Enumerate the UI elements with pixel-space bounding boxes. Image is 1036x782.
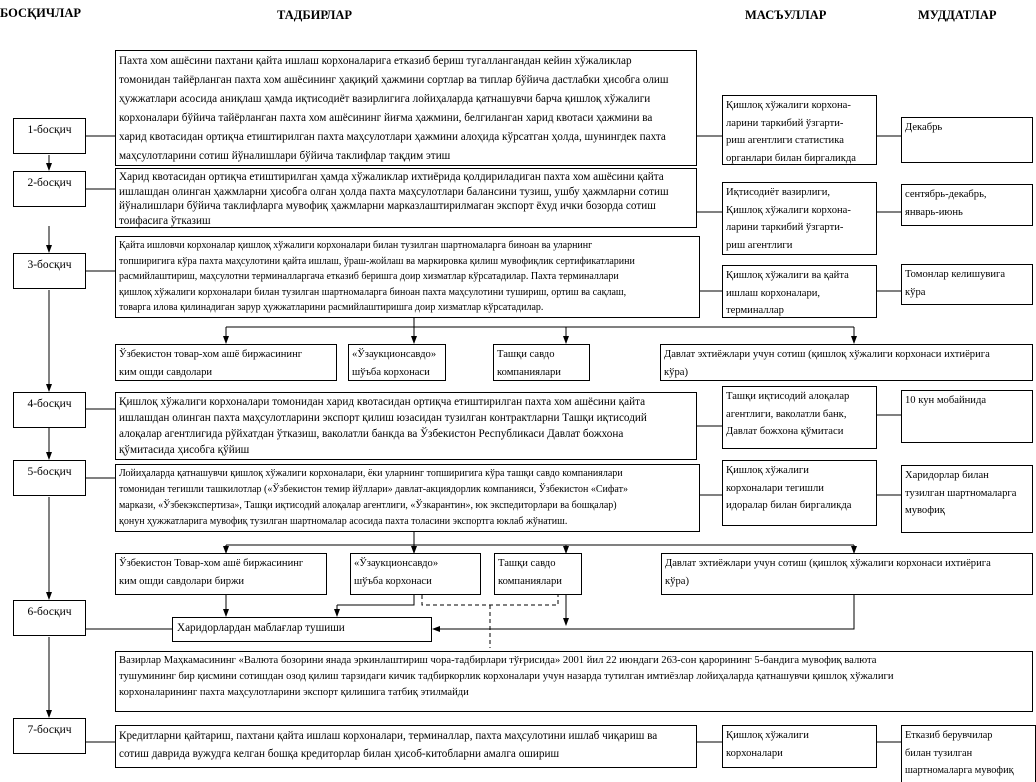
header-stages: БОСҚИЧЛАР [0,6,82,20]
channel-exchange-2: Ўзбекистон Товар-хом ашё биржасининг ким ошди савдолари биржи [115,553,327,595]
deadline-stage-5: Харидорлар билан тузилган шартномаларга мувофиқ [901,465,1033,533]
responsible-stage-5: Қишлоқ хўжалиги корхоналари тегишли идоралар билан биргаликда [722,460,877,526]
deadline-stage-1: Декабрь [901,117,1033,163]
deadline-stage-3: Томонлар келишувига кўра [901,264,1033,305]
decree-note: Вазирлар Маҳкамасининг «Валюта бозорини янада эркинлаштириш чора-тадбирлари тўғрисида» 2001 йил 22 июндаги 263-сон қарорининг 5-бандига мувофиқ валюта тушумининг бир қисмини сотишдан озод қилиш тарзидаги кичик тадбиркорлик корхоналари учун назарда тутилган имтиёзлар лойиҳаларда қатнашувчи қишлоқ хўжалиги корхоналарининг пахта маҳсулотларини экспорт қилишига татбиқ этилмайди [115,651,1033,712]
header-activities: ТАДБИРЛАР [277,8,353,22]
deadline-stage-2: сентябрь-декабрь, январь-июнь [901,184,1033,226]
responsible-stage-7: Қишлоқ хўжалиги корхоналари [722,725,877,768]
stage-2: 2-босқич [13,171,86,207]
activity-stage-6: Харидорлардан маблағлар тушиши [172,617,432,642]
channel-auction-2: «Ўзаукционсавдо» шўъба корхонаси [350,553,481,595]
channel-exchange-1: Ўзбекистон товар-хом ашё биржасининг ким ошди савдолари [115,344,337,381]
stage-4: 4-босқич [13,392,86,428]
stage-3: 3-босқич [13,253,86,289]
channel-auction-1: «Ўзаукционсавдо» шўъба корхонаси [348,344,446,381]
stage-1: 1-босқич [13,118,86,154]
activity-stage-3: Қайта ишловчи корхоналар қишлоқ хўжалиги корхоналари билан тузилган шартномаларга биноан ва уларнинг топширигига кўра пахта маҳсулотини қайта ишлаш, ўраш-жойлаш ва маркировка қилиш мувофиқлик сертификатларини расмийлаштириш, маҳсулотни терминалларгача етказиб беришга доир хизматлар кўрсатадилар. Пахта терминаллари қишлоқ хўжалиги корхоналари билан тузилган шартномаларга биноан пахта маҳсулотини тушириш, ортиш ва сақлаш, товарга илова қилинадиган зарур ҳужжатларини расмийлаштиришга доир хизматлар кўрсатадилар. [115,236,700,318]
responsible-stage-3: Қишлоқ хўжалиги ва қайта ишлаш корхоналари, терминаллар [722,265,877,318]
channel-trade-companies-1: Ташқи савдо компаниялари [493,344,590,381]
responsible-stage-4: Ташқи иқтисодий алоқалар агентлиги, ваколатли банк, Давлат божхона қўмитаси [722,386,877,449]
deadline-stage-4: 10 кун мобайнида [901,390,1033,443]
responsible-stage-2: Иқтисодиёт вазирлиги, Қишлоқ хўжалиги корхона- ларини таркибий ўзгарти- риш агентлиги [722,182,877,255]
channel-state-needs-2: Давлат эхтиёжлари учун сотиш (қишлоқ хўжалиги корхонаси ихтиёрига кўра) [661,553,1033,595]
deadline-stage-7: Етказиб берувчилар билан тузилган шартномаларга мувофиқ [901,725,1036,782]
activity-stage-5: Лойиҳаларда қатнашувчи қишлоқ хўжалиги корхоналари, ёки уларнинг топширигига кўра ташқи савдо компаниялари томонидан тегишли ташкилотлар («Ўзбекистон темир йўллари» давлат-акциядорлик компанияси, Ўзбекистон «Сифат» маркази, «Ўзбекэкспертиза», Ташқи иқтисодий алоқалар агентлиги, «Ўзкарантин», юк экспедиторлари ва бошқалар) қонун ҳужжатларига мувофиқ тузилган шартномалар асосида пахта толасини экспортга юклаб жўнатиш. [115,464,700,532]
responsible-stage-1: Қишлоқ хўжалиги корхона- ларини таркибий ўзгарти- риш агентлиги статистика органлари билан биргаликда [722,95,877,165]
channel-trade-companies-2: Ташқи савдо компаниялари [494,553,582,595]
channel-state-needs-1: Давлат эхтиёжлари учун сотиш (қишлоқ хўжалиги корхонаси ихтиёрига кўра) [660,344,1033,381]
stage-7: 7-босқич [13,718,86,754]
activity-stage-7: Кредитларни қайтариш, пахтани қайта ишлаш корхоналари, терминаллар, пахта маҳсулотини ишлаб чиқариш ва сотиш даврида вужудга келган бошқа кредиторлар билан ҳисоб-китобларни амалга ошириш [115,725,697,768]
activity-stage-1: Пахта хом ашёсини пахтани қайта ишлаш корхоналарига етказиб бериш тугаллангандан кейин хўжаликлар томонидан тайёрланган пахта хом ашёсининг ҳақиқий ҳажмини сортлар ва типлар бўйича дастлабки ҳисобга олиш ҳужжатлари асосида аниқлаш ҳамда иқтисодиёт вазирлигига лойиҳаларда қатнашувчи барча қишлоқ хўжалиги корхоналари бўйича тайёрланган пахта хом ашёсининг йиғма ҳажмини, белгиланган харид квотаси ҳажмини ва харид квотасидан ортиқча етиштирилган пахта маҳсулотлари ҳажмини алоҳида кўрсатган ҳолда, шунингдек пахта маҳсулотларини сотиш йўналишлари бўйича таклифлар тақдим этиш [115,50,697,166]
activity-stage-2: Харид квотасидан ортиқча етиштирилган ҳамда хўжаликлар ихтиёрида қолдириладиган пахта хом ашёсини қайта ишлашдан олинган ҳажмларни ҳисобга олган ҳолда пахта маҳсулотлари балансини тузиш, ушбу ҳажмларни сотиш йўналишлари бўйича таклифларга мувофиқ ҳажмларни марказлаштирилмаган экспорт ёхуд ички бозорда сотиш тоифасига ўтказиш [115,168,697,228]
stage-6: 6-босқич [13,600,86,636]
header-deadlines: МУДДАТЛАР [918,8,997,22]
stage-5: 5-босқич [13,460,86,496]
header-responsible: МАСЪУЛЛАР [745,8,827,22]
activity-stage-4: Қишлоқ хўжалиги корхоналари томонидан харид квотасидан ортиқча етиштирилган пахта хом ашёсини қайта ишлашдан олинган пахта маҳсулотларини экспорт қилиш юзасидан тузилган контрактларни Ташқи иқтисодий алоқалар агентлигида рўйхатдан ўтказиш, ваколатли банкда ва Ўзбекистон Республикаси Давлат божхона қўмитасида ҳисобга қўйиш [115,392,697,460]
